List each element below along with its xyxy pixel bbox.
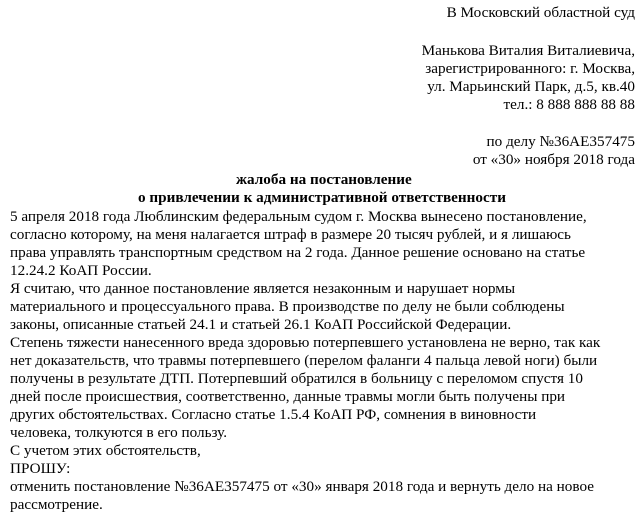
body-line: материального и процессуального права. В производстве по делу не были соблюдены <box>10 298 565 315</box>
body-line: 12.24.2 КоАП России. <box>10 262 152 279</box>
case-date: от «30» ноября 2018 года <box>472 151 635 168</box>
body-line: Степень тяжести нанесенного вреда здоровью потерпевшего установлена не верно, так как <box>10 334 601 351</box>
applicant-registration: зарегистрированного: г. Москва, <box>425 60 635 77</box>
body-line: С учетом этих обстоятельств, <box>10 442 201 459</box>
applicant-phone: тел.: 8 888 888 88 88 <box>503 96 635 113</box>
body-line: законы, описанные статьей 24.1 и статьей 26.1 КоАП Российской Федерации. <box>10 316 512 333</box>
document-subtitle: о привлечении к административной ответственности <box>138 189 506 206</box>
body-line: 5 апреля 2018 года Люблинским федеральным судом г. Москва вынесено постановление, <box>10 208 587 225</box>
body-line: рассмотрение. <box>10 496 103 513</box>
applicant-address: ул. Марьинский Парк, д.5, кв.40 <box>427 78 635 95</box>
body-line: отменить постановление №36АЕ357475 от «30» января 2018 года и вернуть дело на новое <box>10 478 594 495</box>
request-heading: ПРОШУ: <box>10 460 71 477</box>
court-addressee: В Московский областной суд <box>446 4 635 21</box>
applicant-name: Манькова Виталия Виталиевича, <box>421 42 635 59</box>
body-line: нет доказательств, что травмы потерпевшего (перелом фаланги 4 пальца левой ноги) были <box>10 352 598 369</box>
case-number: по делу №36АЕ357475 <box>486 133 635 150</box>
document-title: жалоба на постановление <box>236 171 412 188</box>
body-line: получены в результате ДТП. Потерпевший обратился в больницу с переломом спустя 10 <box>10 370 583 387</box>
body-line: других обстоятельствах. Согласно статье 1.5.4 КоАП РФ, сомнения в виновности <box>10 406 537 423</box>
body-line: права управлять транспортным средством на 2 года. Данное решение основано на статье <box>10 244 586 261</box>
body-line: дней после происшествия, соответственно, данные травмы могли быть получены при <box>10 388 566 405</box>
body-line: человека, толкуются в его пользу. <box>10 424 228 441</box>
body-line: согласно которому, на меня налагается штраф в размере 20 тысяч рублей, и я лишаюсь <box>10 226 571 243</box>
body-line: Я считаю, что данное постановление является незаконным и нарушает нормы <box>10 280 516 297</box>
